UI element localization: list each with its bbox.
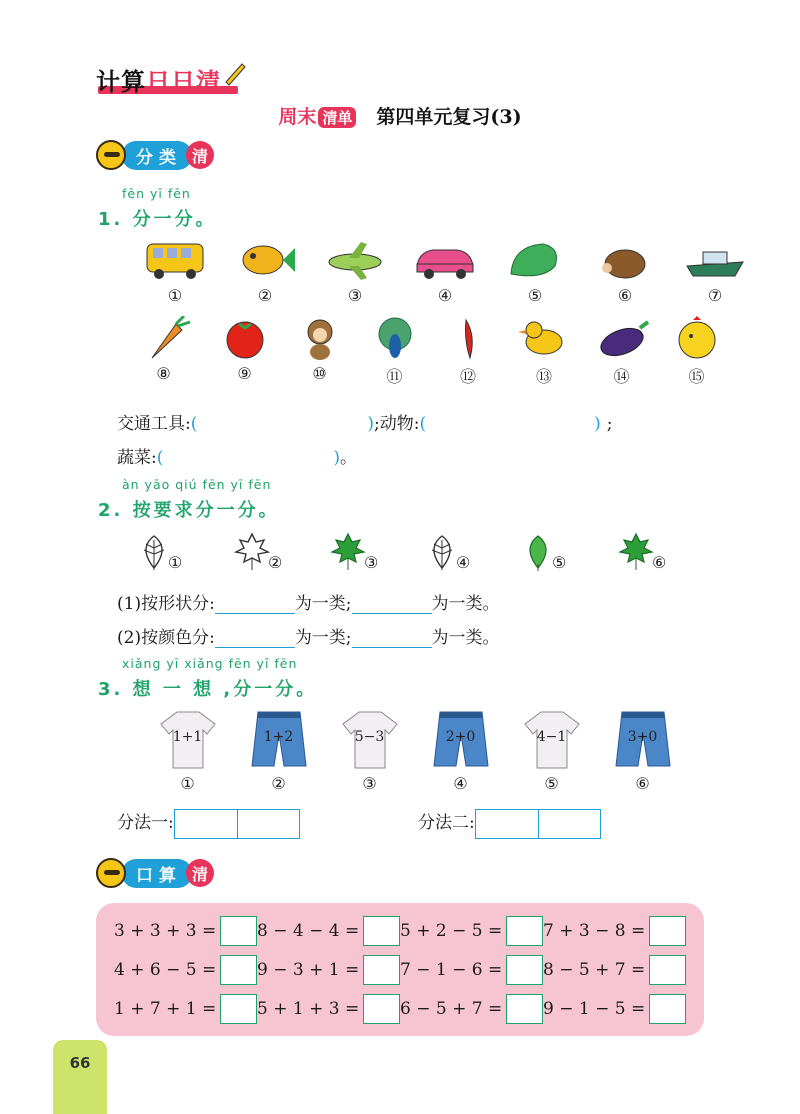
blank-shape-a[interactable] [215,596,295,614]
cloth-item [597,708,688,793]
q1-title: 1. 分一分。 [98,209,217,230]
q1-row1 [130,238,760,305]
item-number: ③ [347,286,363,305]
title-unit: 第四单元复习(3) [376,106,522,128]
cloth-expression: 2+0 [445,729,476,745]
leaf-number: ② [268,553,283,572]
q1-row2 [120,316,734,387]
oral-calc-panel [96,903,704,1036]
method-2-box-b[interactable] [538,810,600,838]
paren-close: ) [333,448,341,468]
item-number: ② [271,774,286,793]
calc-expression: 4 + 6 − 5 = [114,960,217,980]
method-2-box-a[interactable] [476,810,538,838]
fish-icon [233,238,297,282]
section-oral [96,857,214,889]
leaf-oval-green-icon [522,534,554,572]
peacock-icon [363,316,427,360]
q3-method-2 [418,808,601,839]
answer-box[interactable] [363,955,400,985]
answer-box[interactable] [649,994,686,1024]
leaf-number: ① [168,553,183,572]
calc-grid [114,916,686,1024]
answer-box[interactable] [220,955,257,985]
calc-item [257,916,400,946]
leaf-item [426,532,522,572]
section-classify-badge: 清 [186,141,214,169]
carrot-icon [132,316,196,360]
q2-pinyin: àn yāo qiú fēn yī fēn [122,477,272,492]
item-number: ⑭ [613,367,630,386]
paren-open: ( [419,414,427,434]
calc-item [400,994,543,1024]
bee-icon [96,140,126,170]
group-suffix: 为一类。 [431,628,500,648]
period: 。 [340,448,358,468]
cloth-expression: 4−1 [536,729,567,745]
calc-expression: 5 + 2 − 5 = [400,921,503,941]
calc-item [543,994,686,1024]
leaf-maple-green-icon [330,532,366,572]
calc-expression: 5 + 1 + 3 = [257,999,360,1019]
cloth-item [415,708,506,793]
tomato-icon [213,316,277,360]
leaf-item [234,532,330,572]
section-oral-badge: 清 [186,859,214,887]
label-method-2: 分法二: [418,813,475,833]
answer-box[interactable] [506,994,543,1024]
item-number: ⑫ [459,367,476,386]
q2-leaves [138,532,714,572]
label-by-color: (2)按颜色分: [117,628,215,648]
cloth-item [324,708,415,793]
calc-expression: 3 + 3 + 3 = [114,921,217,941]
method-2-boxes[interactable] [475,809,601,839]
q1-item [357,316,432,387]
page-tab [53,1040,107,1114]
item-number: ⑦ [707,286,723,305]
calc-item [257,955,400,985]
leaf-maple-outline-icon [234,532,270,572]
label-animals: ;动物: [374,414,420,434]
leaf-oval-outline-icon [426,534,458,572]
q1-item [120,316,207,387]
calc-item [114,916,257,946]
paren-close: ) [367,414,375,434]
calc-expression: 7 − 1 − 6 = [400,960,503,980]
q1-answer-line-1 [117,409,613,434]
q1-item [220,238,310,305]
answer-box[interactable] [649,916,686,946]
section-classify [96,139,214,171]
calc-item [114,955,257,985]
item-number: ⑨ [237,364,252,383]
car-icon [413,238,477,282]
cloth-expression: 3+0 [627,729,658,745]
q1-item [659,316,734,387]
leaf-number: ③ [364,553,379,572]
answer-box[interactable] [649,955,686,985]
paren-open: ( [190,414,198,434]
bee-icon [96,858,126,888]
method-1-box-b[interactable] [237,810,299,838]
calc-item [114,994,257,1024]
item-number: ⑤ [544,774,559,793]
q1-item [670,238,760,305]
brand-text-b: 日日清 [146,68,221,96]
leaf-number: ⑥ [652,553,667,572]
item-number: ③ [362,774,377,793]
answer-box[interactable] [363,916,400,946]
q1-pinyin: fēn yī fēn [122,186,191,201]
group-suffix: 为一类; [294,628,352,648]
bus-icon [143,238,207,282]
item-number: ⑥ [635,774,650,793]
item-number: ④ [453,774,468,793]
item-number: ① [180,774,195,793]
cloth-item [142,708,233,793]
group-suffix: 为一类。 [431,594,500,614]
item-number: ④ [437,286,453,305]
item-number: ⑮ [688,367,705,386]
leaf-number: ⑤ [552,553,567,572]
method-1-boxes[interactable] [174,809,300,839]
section-oral-label: 口算 [122,859,192,888]
answer-box[interactable] [506,955,543,985]
title-badge: 清单 [318,107,356,128]
leaf-oval-outline-icon [138,534,170,572]
q2-line-2 [117,623,500,648]
q3-title: 3. 想 一 想 ,分一分。 [98,679,318,700]
item-number: ⑬ [535,367,552,386]
page-title [0,102,800,129]
title-weekend: 周末 [278,106,317,128]
calc-expression: 9 − 3 + 1 = [257,960,360,980]
item-number: ② [257,286,273,305]
cloth-item [233,708,324,793]
page-number: 66 [69,1054,91,1072]
answer-box[interactable] [220,994,257,1024]
q1-item [282,316,357,387]
ship-icon [683,238,747,282]
item-number: ① [167,286,183,305]
q1-item [400,238,490,305]
answer-box[interactable] [363,994,400,1024]
cloth-item [506,708,597,793]
label-vegetables: 蔬菜: [117,448,157,468]
q2-title: 2. 按要求分一分。 [98,500,280,521]
label-by-shape: (1)按形状分: [117,594,215,614]
leaf-maple-green-icon [618,532,654,572]
item-number: ⑧ [156,364,171,383]
blank-color-b[interactable] [352,630,432,648]
leaf-number: ④ [456,553,471,572]
group-suffix: 为一类; [294,594,352,614]
calc-item [543,916,686,946]
chili-pepper-icon [436,316,500,360]
q2-line-1 [117,589,500,614]
q1-item [490,238,580,305]
calc-expression: 8 − 5 + 7 = [543,960,646,980]
calc-expression: 8 − 4 − 4 = [257,921,360,941]
cabbage-icon [503,238,567,282]
q3-method-1 [117,808,300,839]
q1-item [432,316,504,387]
eggplant-icon [590,316,654,360]
bird-icon [512,316,576,360]
brand-text-a: 计算 [96,68,146,96]
paren-close: ) [594,414,601,434]
airplane-icon [323,238,387,282]
calc-item [400,955,543,985]
leaf-item [138,532,234,572]
monkey-icon [288,316,352,360]
item-number: ⑩ [312,364,327,383]
label-method-1: 分法一: [117,813,174,833]
item-number: ⑥ [617,286,633,305]
q3-pinyin: xiǎng yī xiǎng fēn yī fēn [122,656,298,671]
method-1-box-a[interactable] [175,810,237,838]
calc-expression: 1 + 7 + 1 = [114,999,217,1019]
brand-logo [96,62,221,97]
calc-item [257,994,400,1024]
q1-item [310,238,400,305]
item-number: ⑪ [386,367,403,386]
answer-box[interactable] [220,916,257,946]
leaf-item [522,532,618,572]
cloth-expression: 1+2 [263,729,294,745]
cloth-expression: 5−3 [354,729,385,745]
paren-open: ( [156,448,164,468]
hedgehog-icon [593,238,657,282]
blank-shape-b[interactable] [352,596,432,614]
answer-box[interactable] [506,916,543,946]
q3-items [142,708,688,793]
section-classify-label: 分类 [122,141,192,170]
calc-item [400,916,543,946]
calc-expression: 6 − 5 + 7 = [400,999,503,1019]
leaf-item [330,532,426,572]
semicolon: ; [606,414,613,434]
calc-expression: 9 − 1 − 5 = [543,999,646,1019]
calc-item [543,955,686,985]
chick-icon [665,316,729,360]
q1-item [584,316,659,387]
calc-expression: 7 + 3 − 8 = [543,921,646,941]
pen-icon [222,60,248,86]
leaf-item [618,532,714,572]
q1-item [580,238,670,305]
q1-item [130,238,220,305]
q1-item [504,316,584,387]
q1-item [207,316,282,387]
q1-answer-line-2 [117,443,357,468]
cloth-expression: 1+1 [172,729,203,745]
blank-color-a[interactable] [215,630,295,648]
item-number: ⑤ [527,286,543,305]
label-transport: 交通工具: [117,414,191,434]
